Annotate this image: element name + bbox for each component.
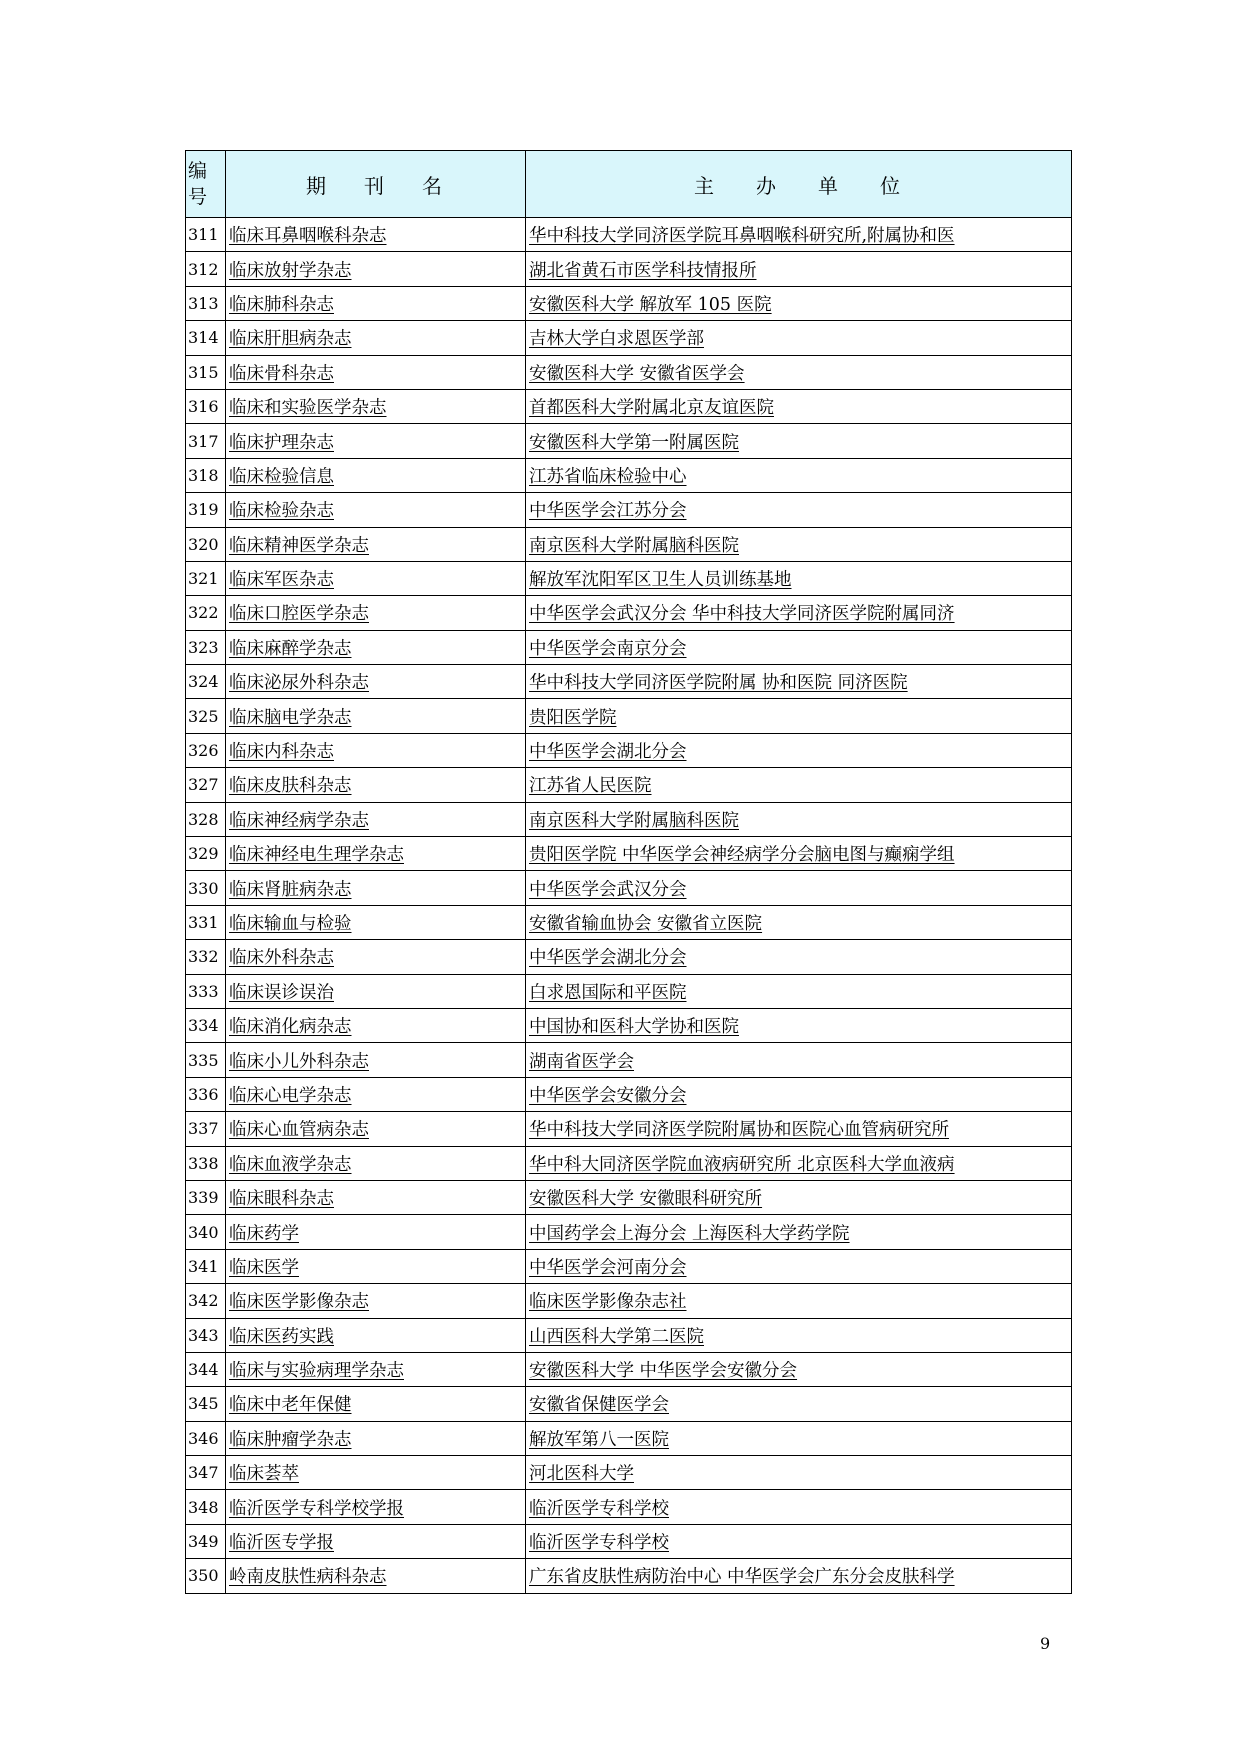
- row-number: 327: [186, 768, 226, 802]
- table-row: [186, 321, 1072, 355]
- row-number: 340: [186, 1215, 226, 1249]
- journal-name-link[interactable]: 临床麻醉学杂志: [226, 630, 526, 664]
- organizer-link[interactable]: 中华医学会武汉分会: [526, 871, 1072, 905]
- organizer-link[interactable]: 安徽省输血协会 安徽省立医院: [526, 905, 1072, 939]
- organizer-link[interactable]: 南京医科大学附属脑科医院: [526, 802, 1072, 836]
- organizer-link[interactable]: 华中科技大学同济医学院附属 协和医院 同济医院: [526, 665, 1072, 699]
- journal-name-link[interactable]: 临床荟萃: [226, 1456, 526, 1490]
- row-number: 339: [186, 1180, 226, 1214]
- journal-name-link[interactable]: 临床与实验病理学杂志: [226, 1352, 526, 1386]
- organizer-link[interactable]: 安徽医科大学 中华医学会安徽分会: [526, 1352, 1072, 1386]
- table-row: [186, 940, 1072, 974]
- row-number: 349: [186, 1524, 226, 1558]
- table-row: [186, 1008, 1072, 1042]
- header-journal-name: 期刊名: [226, 151, 526, 218]
- table-row: [186, 905, 1072, 939]
- journal-name-link[interactable]: 临床检验杂志: [226, 493, 526, 527]
- row-number: 350: [186, 1559, 226, 1593]
- journal-name-link[interactable]: 临床肾脏病杂志: [226, 871, 526, 905]
- table-row: [186, 1318, 1072, 1352]
- organizer-link[interactable]: 解放军第八一医院: [526, 1421, 1072, 1455]
- table-row: [186, 1456, 1072, 1490]
- journal-name-link[interactable]: 临床外科杂志: [226, 940, 526, 974]
- row-number: 336: [186, 1077, 226, 1111]
- row-number: 333: [186, 974, 226, 1008]
- row-number: 322: [186, 596, 226, 630]
- journal-name-link[interactable]: 临床精神医学杂志: [226, 527, 526, 561]
- organizer-link[interactable]: 江苏省临床检验中心: [526, 458, 1072, 492]
- table-row: [186, 1112, 1072, 1146]
- organizer-link[interactable]: 南京医科大学附属脑科医院: [526, 527, 1072, 561]
- row-number: 311: [186, 218, 226, 252]
- row-number: 331: [186, 905, 226, 939]
- organizer-link[interactable]: 贵阳医学院: [526, 699, 1072, 733]
- journal-name-link[interactable]: 临床泌尿外科杂志: [226, 665, 526, 699]
- organizer-link[interactable]: 安徽医科大学 安徽省医学会: [526, 355, 1072, 389]
- row-number: 342: [186, 1284, 226, 1318]
- table-row: [186, 974, 1072, 1008]
- row-number: 344: [186, 1352, 226, 1386]
- header-number-label: 编号: [188, 160, 208, 208]
- organizer-link[interactable]: 山西医科大学第二医院: [526, 1318, 1072, 1352]
- journal-name-link[interactable]: 临床内科杂志: [226, 733, 526, 767]
- journal-name-link[interactable]: 临床肺科杂志: [226, 286, 526, 320]
- table-row: [186, 596, 1072, 630]
- table-row: [186, 1249, 1072, 1283]
- organizer-link[interactable]: 河北医科大学: [526, 1456, 1072, 1490]
- table-row: [186, 1524, 1072, 1558]
- organizer-link[interactable]: 中华医学会河南分会: [526, 1249, 1072, 1283]
- journal-name-link[interactable]: 临床护理杂志: [226, 424, 526, 458]
- organizer-link[interactable]: 贵阳医学院 中华医学会神经病学分会脑电图与癫痫学组: [526, 837, 1072, 871]
- journal-name-link[interactable]: 临床心电学杂志: [226, 1077, 526, 1111]
- journal-name-link[interactable]: 临床医学: [226, 1249, 526, 1283]
- row-number: 321: [186, 561, 226, 595]
- table-row: [186, 561, 1072, 595]
- row-number: 320: [186, 527, 226, 561]
- table-row: [186, 1387, 1072, 1421]
- organizer-link[interactable]: 华中科技大学同济医学院附属协和医院心血管病研究所: [526, 1112, 1072, 1146]
- organizer-link[interactable]: 临床医学影像杂志社: [526, 1284, 1072, 1318]
- table-row: [186, 389, 1072, 423]
- organizer-link[interactable]: 华中科技大学同济医学院耳鼻咽喉科研究所,附属协和医: [526, 218, 1072, 252]
- table-row: [186, 286, 1072, 320]
- organizer-link[interactable]: 安徽省保健医学会: [526, 1387, 1072, 1421]
- row-number: 313: [186, 286, 226, 320]
- journal-name-link[interactable]: 临床药学: [226, 1215, 526, 1249]
- organizer-link[interactable]: 吉林大学白求恩医学部: [526, 321, 1072, 355]
- organizer-link[interactable]: 首都医科大学附属北京友谊医院: [526, 389, 1072, 423]
- journal-name-link[interactable]: 临床医药实践: [226, 1318, 526, 1352]
- table-row: [186, 1215, 1072, 1249]
- organizer-link[interactable]: 安徽医科大学第一附属医院: [526, 424, 1072, 458]
- row-number: 346: [186, 1421, 226, 1455]
- organizer-link[interactable]: 中华医学会江苏分会: [526, 493, 1072, 527]
- row-number: 334: [186, 1008, 226, 1042]
- organizer-link[interactable]: 广东省皮肤性病防治中心 中华医学会广东分会皮肤科学: [526, 1559, 1072, 1593]
- journal-name-link[interactable]: 临床皮肤科杂志: [226, 768, 526, 802]
- organizer-link[interactable]: 湖北省黄石市医学科技情报所: [526, 252, 1072, 286]
- row-number: 347: [186, 1456, 226, 1490]
- organizer-link[interactable]: 中国药学会上海分会 上海医科大学药学院: [526, 1215, 1072, 1249]
- row-number: 329: [186, 837, 226, 871]
- journal-table: [185, 150, 1072, 1594]
- row-number: 348: [186, 1490, 226, 1524]
- table-row: [186, 630, 1072, 664]
- table-row: [186, 871, 1072, 905]
- table-row: [186, 1180, 1072, 1214]
- table-row: [186, 458, 1072, 492]
- header-number: [186, 151, 226, 218]
- row-number: 323: [186, 630, 226, 664]
- row-number: 332: [186, 940, 226, 974]
- organizer-link[interactable]: 华中科大同济医学院血液病研究所 北京医科大学血液病: [526, 1146, 1072, 1180]
- journal-name-link[interactable]: 临床眼科杂志: [226, 1180, 526, 1214]
- row-number: 330: [186, 871, 226, 905]
- row-number: 324: [186, 665, 226, 699]
- row-number: 341: [186, 1249, 226, 1283]
- organizer-link[interactable]: 中华医学会武汉分会 华中科技大学同济医学院附属同济: [526, 596, 1072, 630]
- table-row: [186, 252, 1072, 286]
- organizer-link[interactable]: 中华医学会湖北分会: [526, 733, 1072, 767]
- table-row: [186, 1146, 1072, 1180]
- journal-name-link[interactable]: 临床军医杂志: [226, 561, 526, 595]
- organizer-link[interactable]: 白求恩国际和平医院: [526, 974, 1072, 1008]
- row-number: 315: [186, 355, 226, 389]
- journal-name-link[interactable]: 临床心血管病杂志: [226, 1112, 526, 1146]
- journal-name-link[interactable]: 临床肿瘤学杂志: [226, 1421, 526, 1455]
- journal-name-link[interactable]: 临床医学影像杂志: [226, 1284, 526, 1318]
- journal-name-link[interactable]: 临床小儿外科杂志: [226, 1043, 526, 1077]
- journal-name-link[interactable]: 临床误诊误治: [226, 974, 526, 1008]
- journal-name-link[interactable]: 临床耳鼻咽喉科杂志: [226, 218, 526, 252]
- journal-name-link[interactable]: 临床放射学杂志: [226, 252, 526, 286]
- table-row: [186, 527, 1072, 561]
- journal-name-link[interactable]: 临床神经电生理学杂志: [226, 837, 526, 871]
- table-row: [186, 1284, 1072, 1318]
- row-number: 343: [186, 1318, 226, 1352]
- organizer-link[interactable]: 中华医学会安徽分会: [526, 1077, 1072, 1111]
- table-row: [186, 699, 1072, 733]
- row-number: 316: [186, 389, 226, 423]
- organizer-link[interactable]: 安徽医科大学 解放军 105 医院: [526, 286, 1072, 320]
- row-number: 325: [186, 699, 226, 733]
- journal-name-link[interactable]: 临沂医学专科学校学报: [226, 1490, 526, 1524]
- row-number: 317: [186, 424, 226, 458]
- organizer-link[interactable]: 解放军沈阳军区卫生人员训练基地: [526, 561, 1072, 595]
- organizer-link[interactable]: 湖南省医学会: [526, 1043, 1072, 1077]
- table-row: [186, 1077, 1072, 1111]
- journal-name-link[interactable]: 临床消化病杂志: [226, 1008, 526, 1042]
- journal-name-link[interactable]: 临床血液学杂志: [226, 1146, 526, 1180]
- organizer-link[interactable]: 中华医学会南京分会: [526, 630, 1072, 664]
- journal-name-link[interactable]: 临床肝胆病杂志: [226, 321, 526, 355]
- journal-name-link[interactable]: 临床中老年保健: [226, 1387, 526, 1421]
- row-number: 318: [186, 458, 226, 492]
- journal-name-link[interactable]: 临沂医专学报: [226, 1524, 526, 1558]
- journal-name-link[interactable]: 临床骨科杂志: [226, 355, 526, 389]
- organizer-link[interactable]: 中华医学会湖北分会: [526, 940, 1072, 974]
- journal-name-link[interactable]: 临床和实验医学杂志: [226, 389, 526, 423]
- table-row: [186, 355, 1072, 389]
- table-row: [186, 218, 1072, 252]
- table-row: [186, 802, 1072, 836]
- table-row: [186, 1559, 1072, 1593]
- journal-name-link[interactable]: 临床神经病学杂志: [226, 802, 526, 836]
- table-row: [186, 1421, 1072, 1455]
- table-header-row: [186, 151, 1072, 218]
- table-row: [186, 733, 1072, 767]
- table-row: [186, 665, 1072, 699]
- organizer-link[interactable]: 安徽医科大学 安徽眼科研究所: [526, 1180, 1072, 1214]
- table-row: [186, 493, 1072, 527]
- row-number: 319: [186, 493, 226, 527]
- page-number: 9: [1040, 1634, 1051, 1653]
- header-organizer: 主办单位: [526, 151, 1072, 218]
- organizer-link[interactable]: 临沂医学专科学校: [526, 1490, 1072, 1524]
- row-number: 338: [186, 1146, 226, 1180]
- table-row: [186, 768, 1072, 802]
- table-row: [186, 1352, 1072, 1386]
- row-number: 335: [186, 1043, 226, 1077]
- organizer-link[interactable]: 临沂医学专科学校: [526, 1524, 1072, 1558]
- row-number: 326: [186, 733, 226, 767]
- table-row: [186, 1490, 1072, 1524]
- organizer-link[interactable]: 中国协和医科大学协和医院: [526, 1008, 1072, 1042]
- journal-name-link[interactable]: 岭南皮肤性病科杂志: [226, 1559, 526, 1593]
- organizer-link[interactable]: 江苏省人民医院: [526, 768, 1072, 802]
- table-row: [186, 1043, 1072, 1077]
- row-number: 337: [186, 1112, 226, 1146]
- journal-name-link[interactable]: 临床脑电学杂志: [226, 699, 526, 733]
- table-row: [186, 837, 1072, 871]
- table-body: [186, 218, 1072, 1594]
- journal-name-link[interactable]: 临床输血与检验: [226, 905, 526, 939]
- table-row: [186, 424, 1072, 458]
- journal-name-link[interactable]: 临床口腔医学杂志: [226, 596, 526, 630]
- journal-name-link[interactable]: 临床检验信息: [226, 458, 526, 492]
- row-number: 314: [186, 321, 226, 355]
- row-number: 328: [186, 802, 226, 836]
- row-number: 312: [186, 252, 226, 286]
- row-number: 345: [186, 1387, 226, 1421]
